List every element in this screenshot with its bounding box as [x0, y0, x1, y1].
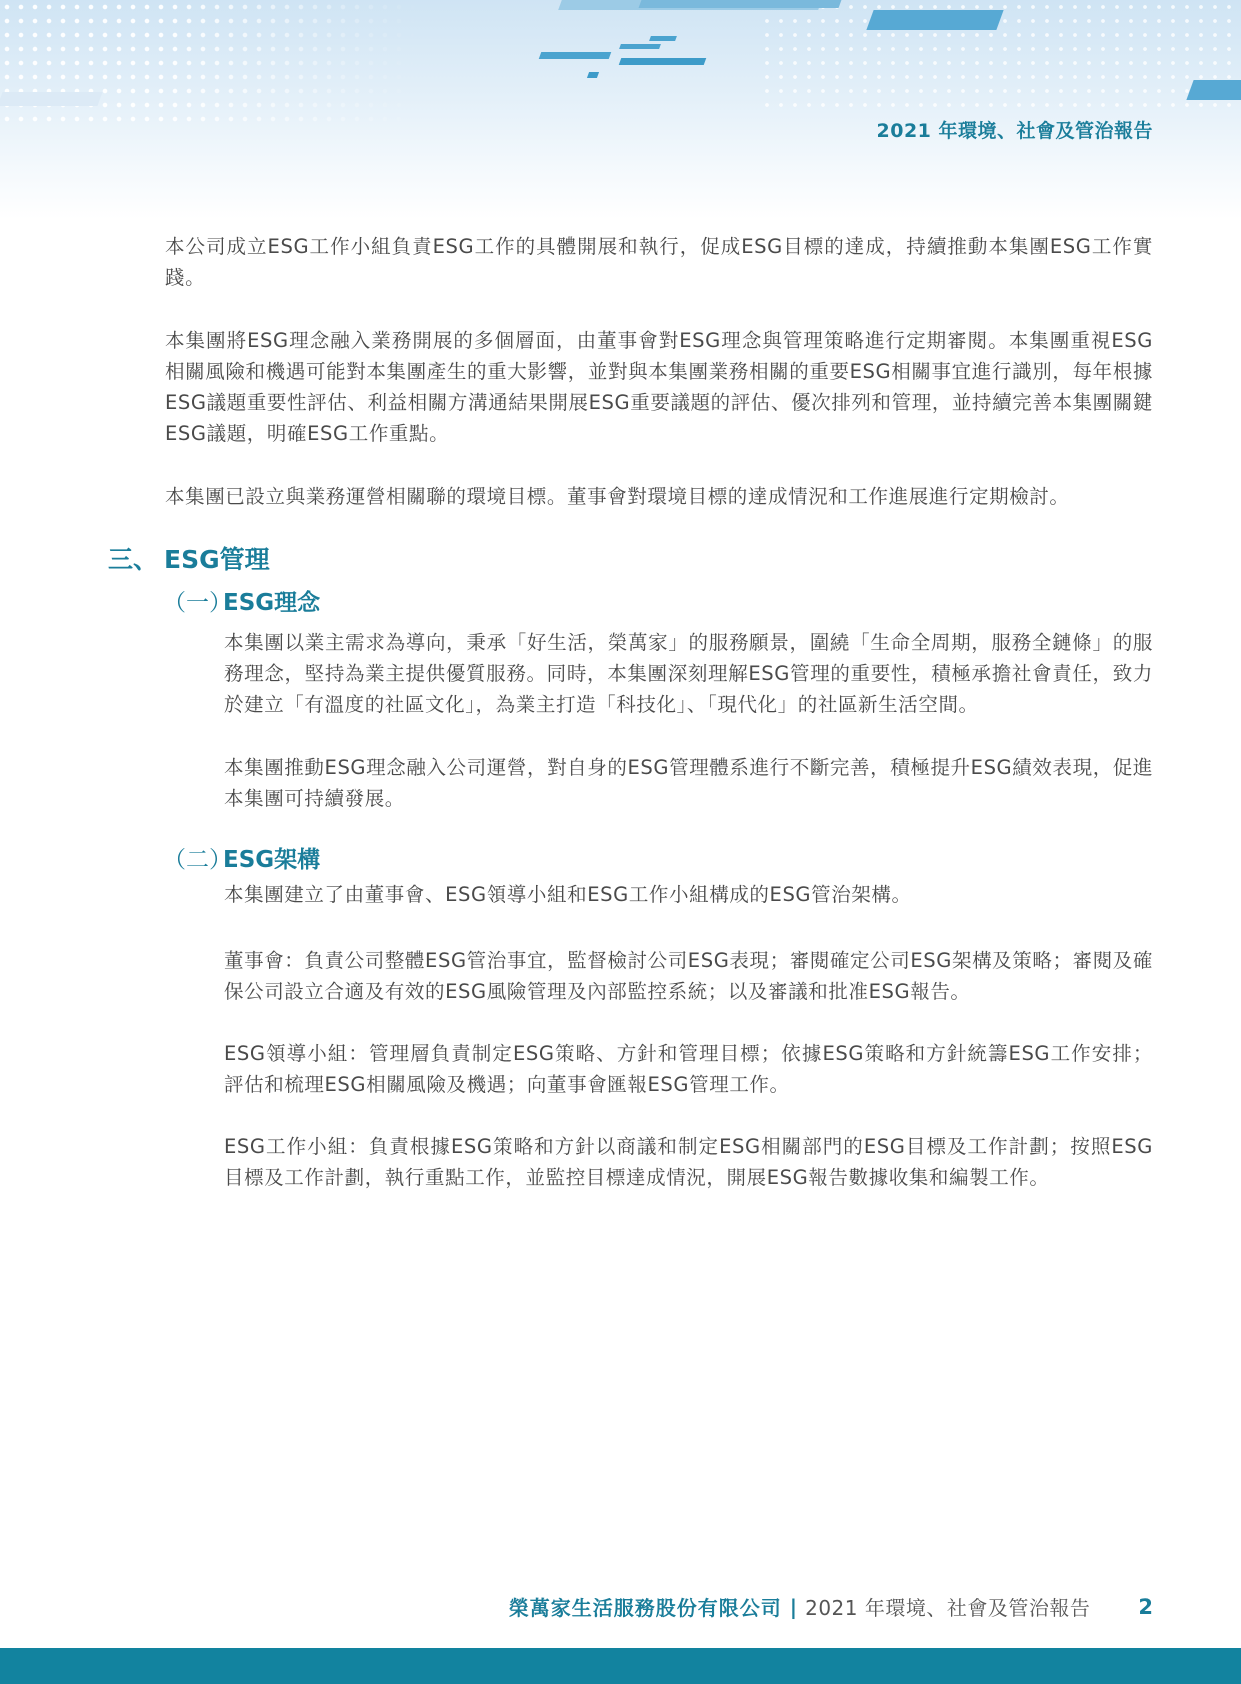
subsection-heading-esg-philosophy [163, 584, 320, 617]
page-footer [509, 1592, 1153, 1621]
subsection-heading-esg-structure [163, 841, 320, 874]
structure-paragraph-board: 董事會：負責公司整體ESG管治事宜，監督檢討公司ESG表現；審閱確定公司ESG架構及策略；審閱及確保公司設立合適及有效的ESG風險管理及內部監控系統；以及審議和批准ESG報告。 [224, 949, 1153, 1003]
structure-paragraph-1: 本集團建立了由董事會、ESG領導小組和ESG工作小組構成的ESG管治架構。 [224, 883, 912, 906]
subsection-number: （二） [163, 847, 232, 873]
banner-stripe [649, 36, 677, 41]
header-banner [0, 0, 1241, 220]
section-title: ESG管理 [164, 545, 270, 574]
philosophy-paragraph-2: 本集團推動ESG理念融入公司運營，對自身的ESG管理體系進行不斷完善，積極提升ESG績效表現，促進本集團可持續發展。 [224, 756, 1154, 810]
subsection-title: ESG理念 [223, 590, 321, 616]
header-report-title: 2021 年環境、社會及管治報告 [876, 120, 1153, 142]
footer-report-title: 2021 年環境、社會及管治報告 [805, 1596, 1091, 1620]
footer-company-name: 榮萬家生活服務股份有限公司 [508, 1596, 782, 1620]
intro-paragraph-1: 本公司成立ESG工作小組負責ESG工作的具體開展和執行，促成ESG目標的達成，持續推動本集團ESG工作實踐。 [165, 235, 1153, 289]
section-number: 三、 [108, 545, 159, 574]
banner-stripe [866, 10, 1003, 30]
banner-stripe [1186, 80, 1241, 100]
banner-stripe [0, 92, 103, 106]
banner-stripe [619, 58, 707, 65]
subsection-number: （一） [163, 590, 232, 616]
subsection-title: ESG架構 [223, 847, 321, 873]
section-heading-esg-management [108, 540, 270, 576]
page-number: 2 [1138, 1594, 1153, 1619]
banner-stripe [619, 44, 661, 49]
footer-separator: | [789, 1594, 798, 1619]
structure-paragraph-working-group: ESG工作小組：負責根據ESG策略和方針以商議和制定ESG相關部門的ESG目標及工作計劃；按照ESG目標及工作計劃，執行重點工作，並監控目標達成情況，開展ESG報告數據收集和編製工作。 [224, 1135, 1153, 1189]
intro-paragraph-2: 本集團將ESG理念融入業務開展的多個層面，由董事會對ESG理念與管理策略進行定期審閱。本集團重視ESG相關風險和機遇可能對本集團產生的重大影響，並對與本集團業務相關的重要ESG相關事宜進行識別，每年根據ESG議題重要性評估、利益相關方溝通結果開展ESG重要議題的評估、優次排列和管理，並持續完善本集團關鍵ESG議題，明確ESG工作重點。 [165, 329, 1153, 445]
banner-stripe [539, 52, 612, 59]
banner-stripe [639, 0, 842, 8]
footer-color-bar [0, 1648, 1241, 1684]
philosophy-paragraph-1: 本集團以業主需求為導向，秉承「好生活，榮萬家」的服務願景，圍繞「生命全周期，服務全鏈條」的服務理念，堅持為業主提供優質服務。同時，本集團深刻理解ESG管理的重要性，積極承擔社會責任，致力於建立「有溫度的社區文化」，為業主打造「科技化」、「現代化」的社區新生活空間。 [224, 631, 1153, 716]
banner-stripe [587, 72, 599, 78]
structure-paragraph-leading-group: ESG領導小組：管理層負責制定ESG策略、方針和管理目標；依據ESG策略和方針統籌ESG工作安排；評估和梳理ESG相關風險及機遇；向董事會匯報ESG管理工作。 [224, 1042, 1153, 1096]
intro-paragraph-3: 本集團已設立與業務運營相關聯的環境目標。董事會對環境目標的達成情況和工作進展進行定期檢討。 [165, 485, 1070, 508]
banner-dot-pattern [0, 0, 420, 130]
